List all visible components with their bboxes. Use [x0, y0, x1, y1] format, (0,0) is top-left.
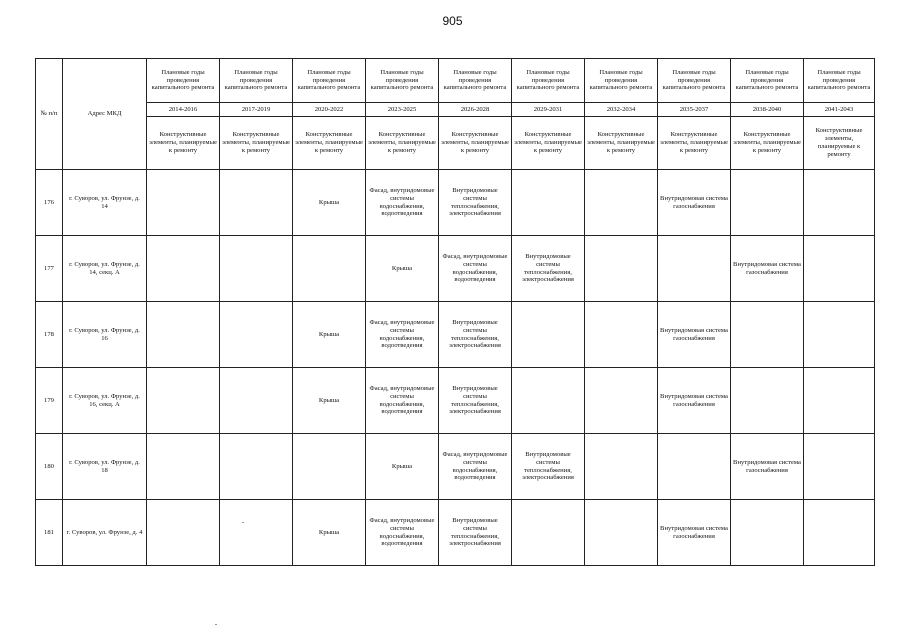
header-year-range: 2041-2043 [804, 103, 875, 117]
row-address: г. Суворов, ул. Фрунзе, д. 16, секц. А [63, 368, 147, 434]
repair-cell [512, 368, 585, 434]
repair-cell [220, 368, 293, 434]
repair-cell: Крыша [366, 236, 439, 302]
row-address: г. Суворов, ул. Фрунзе, д. 14 [63, 170, 147, 236]
repair-cell: Внутридомовые системы теплоснабжения, электроснабжения [439, 500, 512, 566]
table-row [36, 170, 875, 236]
repair-cell [293, 236, 366, 302]
repair-cell [658, 236, 731, 302]
repair-cell [220, 434, 293, 500]
repair-cell [731, 170, 804, 236]
header-row-elements [36, 117, 875, 170]
header-year-range: 2014-2016 [147, 103, 220, 117]
header-year-range: 2035-2037 [658, 103, 731, 117]
header-year-range: 2032-2034 [585, 103, 658, 117]
row-number: 177 [36, 236, 63, 302]
table-row [36, 236, 875, 302]
row-address: г. Суворов, ул. Фрунзе, д. 18 [63, 434, 147, 500]
row-number: 179 [36, 368, 63, 434]
repair-cell: Фасад, внутридомовые системы водоснабжения, водоотведения [366, 302, 439, 368]
repair-cell [731, 368, 804, 434]
repair-cell: Внутридомовые системы теплоснабжения, электроснабжения [512, 434, 585, 500]
scan-speck [215, 624, 217, 625]
repair-cell: Крыша [293, 170, 366, 236]
header-structural-elements: Конструктивные элементы, планируемые к ремонту [220, 117, 293, 170]
header-structural-elements: Конструктивные элементы, планируемые к ремонту [804, 117, 875, 170]
row-number: 180 [36, 434, 63, 500]
repair-cell: Фасад, внутридомовые системы водоснабжения, водоотведения [366, 368, 439, 434]
repair-cell [512, 170, 585, 236]
repair-cell: Фасад, внутридомовые системы водоснабжения, водоотведения [439, 236, 512, 302]
repair-cell: Крыша [293, 302, 366, 368]
repair-cell: Внутридомовые системы теплоснабжения, электроснабжения [439, 302, 512, 368]
repair-cell [658, 434, 731, 500]
table-row [36, 368, 875, 434]
repair-cell [585, 434, 658, 500]
header-row-years [36, 103, 875, 117]
repair-cell [147, 500, 220, 566]
repair-cell: Внутридомовая система газоснабжения [658, 302, 731, 368]
repair-cell [585, 302, 658, 368]
repair-cell [147, 170, 220, 236]
header-row-titles [36, 59, 875, 103]
repair-cell [804, 302, 875, 368]
header-year-range: 2026-2028 [439, 103, 512, 117]
repair-cell: Внутридомовая система газоснабжения [731, 236, 804, 302]
repair-cell [804, 170, 875, 236]
repair-cell: Внутридомовая система газоснабжения [658, 368, 731, 434]
repair-cell [220, 302, 293, 368]
header-structural-elements: Конструктивные элементы, планируемые к ремонту [585, 117, 658, 170]
header-structural-elements: Конструктивные элементы, планируемые к ремонту [658, 117, 731, 170]
repair-cell [147, 434, 220, 500]
repair-cell [804, 500, 875, 566]
header-planned-years: Плановые годы проведения капитального ремонта [366, 59, 439, 103]
header-structural-elements: Конструктивные элементы, планируемые к ремонту [512, 117, 585, 170]
repair-cell [147, 302, 220, 368]
repair-cell: Внутридомовые системы теплоснабжения, электроснабжения [512, 236, 585, 302]
repair-cell [512, 500, 585, 566]
repair-cell: Крыша [293, 500, 366, 566]
header-planned-years: Плановые годы проведения капитального ремонта [512, 59, 585, 103]
header-structural-elements: Конструктивные элементы, планируемые к ремонту [293, 117, 366, 170]
repair-cell [220, 236, 293, 302]
header-structural-elements: Конструктивные элементы, планируемые к ремонту [366, 117, 439, 170]
row-number: 181 [36, 500, 63, 566]
header-structural-elements: Конструктивные элементы, планируемые к ремонту [439, 117, 512, 170]
scan-speck [242, 522, 244, 523]
header-planned-years: Плановые годы проведения капитального ремонта [731, 59, 804, 103]
header-structural-elements: Конструктивные элементы, планируемые к ремонту [731, 117, 804, 170]
header-year-range: 2020-2022 [293, 103, 366, 117]
repair-cell [147, 236, 220, 302]
repair-cell [731, 302, 804, 368]
repair-cell: Внутридомовая система газоснабжения [731, 434, 804, 500]
repair-cell: Фасад, внутридомовые системы водоснабжения, водоотведения [439, 434, 512, 500]
header-planned-years: Плановые годы проведения капитального ремонта [658, 59, 731, 103]
repair-cell [220, 170, 293, 236]
header-planned-years: Плановые годы проведения капитального ремонта [804, 59, 875, 103]
repair-cell [804, 434, 875, 500]
repair-cell [585, 236, 658, 302]
row-address: г. Суворов, ул. Фрунзе, д. 14, секц. А [63, 236, 147, 302]
header-planned-years: Плановые годы проведения капитального ремонта [147, 59, 220, 103]
repair-cell [585, 170, 658, 236]
row-number: 176 [36, 170, 63, 236]
capital-repair-table [35, 58, 875, 566]
repair-cell: Фасад, внутридомовые системы водоснабжения, водоотведения [366, 500, 439, 566]
repair-cell [512, 302, 585, 368]
repair-cell: Фасад, внутридомовые системы водоснабжения, водоотведения [366, 170, 439, 236]
header-structural-elements: Конструктивные элементы, планируемые к ремонту [147, 117, 220, 170]
header-planned-years: Плановые годы проведения капитального ремонта [585, 59, 658, 103]
header-year-range: 2038-2040 [731, 103, 804, 117]
header-planned-years: Плановые годы проведения капитального ремонта [293, 59, 366, 103]
repair-cell [220, 500, 293, 566]
header-number: № п/п [36, 59, 63, 170]
row-number: 178 [36, 302, 63, 368]
header-year-range: 2017-2019 [220, 103, 293, 117]
header-planned-years: Плановые годы проведения капитального ремонта [220, 59, 293, 103]
header-year-range: 2029-2031 [512, 103, 585, 117]
repair-cell [293, 434, 366, 500]
repair-cell [147, 368, 220, 434]
repair-cell: Внутридомовая система газоснабжения [658, 500, 731, 566]
header-year-range: 2023-2025 [366, 103, 439, 117]
header-planned-years: Плановые годы проведения капитального ремонта [439, 59, 512, 103]
repair-cell [804, 368, 875, 434]
repair-cell: Внутридомовая система газоснабжения [658, 170, 731, 236]
repair-cell [731, 500, 804, 566]
header-address: Адрес МКД [63, 59, 147, 170]
table-row [36, 302, 875, 368]
table-row [36, 500, 875, 566]
repair-cell [804, 236, 875, 302]
row-address: г. Суворов, ул. Фрунзе, д. 16 [63, 302, 147, 368]
repair-cell [585, 368, 658, 434]
repair-cell [585, 500, 658, 566]
repair-cell: Внутридомовые системы теплоснабжения, электроснабжения [439, 170, 512, 236]
page-number: 905 [442, 14, 463, 28]
repair-cell: Крыша [366, 434, 439, 500]
table-row [36, 434, 875, 500]
repair-cell: Крыша [293, 368, 366, 434]
repair-cell: Внутридомовые системы теплоснабжения, электроснабжения [439, 368, 512, 434]
row-address: г. Суворов, ул. Фрунзе, д. 4 [63, 500, 147, 566]
